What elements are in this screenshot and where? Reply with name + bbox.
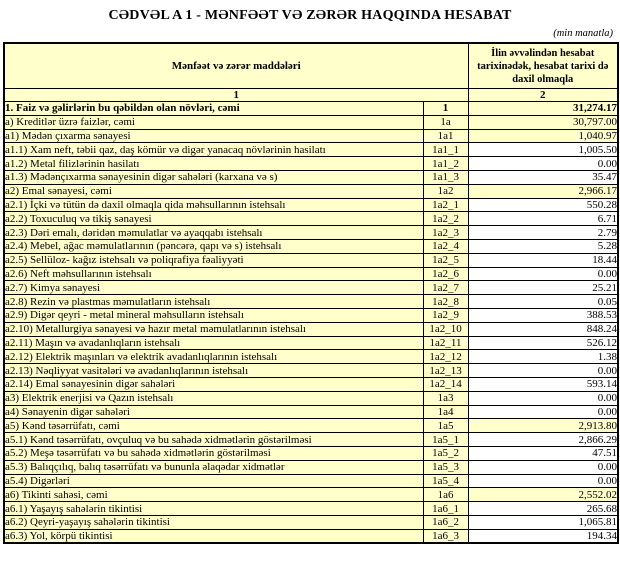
- row-label: a2.3) Dəri emalı, dəridən məmulatlar və ayaqqabı istehsalı: [4, 226, 423, 240]
- row-label: a2.1) İçki və tütün də daxil olmaqla qida məhsullarının istehsalı: [4, 198, 423, 212]
- table-row: [4, 115, 618, 129]
- table-row: [4, 515, 618, 529]
- row-label: a2.12) Elektrik maşınları və elektrik avadanlıqlarının istehsalı: [4, 350, 423, 364]
- row-value: 31,274.17: [468, 102, 618, 116]
- column-number-row: [4, 89, 618, 102]
- table-row: [4, 157, 618, 171]
- table-row: [4, 129, 618, 143]
- row-code: 1a1_1: [423, 143, 468, 157]
- row-code: 1a1_2: [423, 157, 468, 171]
- row-value: 0.00: [468, 364, 618, 378]
- table-row: [4, 308, 618, 322]
- row-code: 1a3: [423, 391, 468, 405]
- table-row: [4, 488, 618, 502]
- row-code: 1: [423, 102, 468, 116]
- row-value: 388.53: [468, 308, 618, 322]
- row-label: a5.1) Kənd təsərrüfatı, ovçuluq və bu sahədə xidmətlərin göstərilməsi: [4, 433, 423, 447]
- table-row: [4, 281, 618, 295]
- column-number-items: 1: [4, 89, 468, 102]
- table-row: [4, 377, 618, 391]
- row-value: 1,005.50: [468, 143, 618, 157]
- unit-note: (min manatla): [553, 28, 613, 39]
- table-row: [4, 253, 618, 267]
- row-code: 1a5_2: [423, 446, 468, 460]
- row-label: a5.2) Meşə təsərrüfatı və bu sahədə xidmətlərin göstərilməsi: [4, 446, 423, 460]
- row-value: 2,966.17: [468, 184, 618, 198]
- row-code: 1a1: [423, 129, 468, 143]
- table-row: [4, 170, 618, 184]
- row-label: a2.2) Toxuculuq və tikiş sənayesi: [4, 212, 423, 226]
- row-label: a2.13) Nəqliyyat vasitələri və avadanlıqlarının istehsalı: [4, 364, 423, 378]
- row-value: 0.00: [468, 460, 618, 474]
- row-code: 1a2: [423, 184, 468, 198]
- row-label: a2.6) Neft məhsullarının istehsalı: [4, 267, 423, 281]
- row-value: 526.12: [468, 336, 618, 350]
- row-code: 1a5_4: [423, 474, 468, 488]
- row-label: a6) Tikinti sahəsi, cəmi: [4, 488, 423, 502]
- row-label: a5.3) Balıqçılıq, balıq təsərrüfatı və bununla əlaqədar xidmətlər: [4, 460, 423, 474]
- row-value: 1,040.97: [468, 129, 618, 143]
- row-value: 1.38: [468, 350, 618, 364]
- row-code: 1a2_9: [423, 308, 468, 322]
- row-value: 0.00: [468, 405, 618, 419]
- row-value: 18.44: [468, 253, 618, 267]
- table-row: [4, 433, 618, 447]
- row-value: 593.14: [468, 377, 618, 391]
- row-code: 1a6_1: [423, 502, 468, 516]
- table-row: [4, 502, 618, 516]
- column-number-value: 2: [468, 89, 618, 102]
- row-label: a2.9) Digər qeyri - metal mineral məhsulların istehsalı: [4, 308, 423, 322]
- row-code: 1a2_8: [423, 295, 468, 309]
- page-title: CƏDVƏL A 1 - MƏNFƏƏT VƏ ZƏRƏR HAQQINDA HESABAT: [108, 8, 512, 23]
- row-label: a1.2) Metal filizlərinin hasilatı: [4, 157, 423, 171]
- row-code: 1a2_5: [423, 253, 468, 267]
- table-row: [4, 295, 618, 309]
- row-value: 35.47: [468, 170, 618, 184]
- row-value: 2.79: [468, 226, 618, 240]
- table-row: [4, 405, 618, 419]
- column-header-value: İlin əvvəlindən hesabat tarixinədək, hesabat tarixi də daxil olmaqla: [468, 43, 618, 89]
- row-label: a) Kreditlər üzrə faizlər, cəmi: [4, 115, 423, 129]
- table-row: [4, 391, 618, 405]
- row-label: a4) Sənayenin digər sahələri: [4, 405, 423, 419]
- report-table-body: [4, 43, 618, 543]
- table-row: [4, 350, 618, 364]
- row-label: a2.10) Metallurgiya sənayesi və hazır metal məmulatlarının istehsalı: [4, 322, 423, 336]
- row-code: 1a5_1: [423, 433, 468, 447]
- row-label: a1) Mədən çıxarma sənayesi: [4, 129, 423, 143]
- row-label: 1. Faiz və gəlirlərin bu qəbildən olan növləri, cəmi: [4, 102, 423, 116]
- row-code: 1a6_3: [423, 529, 468, 543]
- table-row: [4, 446, 618, 460]
- row-code: 1a2_6: [423, 267, 468, 281]
- row-label: a2.11) Maşın və avadanlıqların istehsalı: [4, 336, 423, 350]
- row-label: a6.2) Qeyri-yaşayış sahələrin tikintisi: [4, 515, 423, 529]
- table-row: [4, 419, 618, 433]
- table-row: [4, 102, 618, 116]
- row-label: a6.3) Yol, körpü tikintisi: [4, 529, 423, 543]
- row-value: 1,065.81: [468, 515, 618, 529]
- table-row: [4, 226, 618, 240]
- row-code: 1a2_11: [423, 336, 468, 350]
- row-value: 2,866.29: [468, 433, 618, 447]
- row-code: 1a: [423, 115, 468, 129]
- row-value: 30,797.00: [468, 115, 618, 129]
- column-header-items: Mənfəət və zərər maddələri: [4, 43, 468, 89]
- row-code: 1a2_4: [423, 239, 468, 253]
- row-value: 5.28: [468, 239, 618, 253]
- table-row: [4, 239, 618, 253]
- row-value: 0.00: [468, 474, 618, 488]
- row-label: a2) Emal sənayesi, cəmi: [4, 184, 423, 198]
- row-value: 47.51: [468, 446, 618, 460]
- table-row: [4, 143, 618, 157]
- row-code: 1a6_2: [423, 515, 468, 529]
- row-code: 1a4: [423, 405, 468, 419]
- row-label: a2.7) Kimya sənayesi: [4, 281, 423, 295]
- row-value: 25.21: [468, 281, 618, 295]
- row-label: a5.4) Digərləri: [4, 474, 423, 488]
- profit-loss-table: [3, 42, 619, 544]
- table-row: [4, 184, 618, 198]
- row-code: 1a6: [423, 488, 468, 502]
- row-label: a2.5) Sellüloz- kağız istehsalı və poliqrafiya fəaliyyəti: [4, 253, 423, 267]
- row-code: 1a2_7: [423, 281, 468, 295]
- row-code: 1a2_12: [423, 350, 468, 364]
- row-label: a2.4) Mebel, ağac məmulatlarının (pəncərə, qapı və s) istehsalı: [4, 239, 423, 253]
- table-row: [4, 364, 618, 378]
- row-label: a2.14) Emal sənayesinin digər sahələri: [4, 377, 423, 391]
- row-code: 1a2_13: [423, 364, 468, 378]
- row-value: 0.05: [468, 295, 618, 309]
- row-code: 1a2_2: [423, 212, 468, 226]
- row-value: 194.34: [468, 529, 618, 543]
- row-label: a2.8) Rezin və plastmas məmulatların istehsalı: [4, 295, 423, 309]
- table-row: [4, 460, 618, 474]
- row-code: 1a1_3: [423, 170, 468, 184]
- row-value: 2,913.80: [468, 419, 618, 433]
- row-code: 1a2_14: [423, 377, 468, 391]
- row-value: 0.00: [468, 157, 618, 171]
- row-label: a3) Elektrik enerjisi və Qazın istehsalı: [4, 391, 423, 405]
- row-value: 848.24: [468, 322, 618, 336]
- row-value: 265.68: [468, 502, 618, 516]
- row-label: a6.1) Yaşayış sahələrin tikintisi: [4, 502, 423, 516]
- row-code: 1a2_3: [423, 226, 468, 240]
- table-row: [4, 529, 618, 543]
- row-code: 1a2_10: [423, 322, 468, 336]
- row-code: 1a5_3: [423, 460, 468, 474]
- table-row: [4, 474, 618, 488]
- table-row: [4, 267, 618, 281]
- row-value: 6.71: [468, 212, 618, 226]
- row-value: 0.00: [468, 391, 618, 405]
- row-label: a1.1) Xam neft, təbii qaz, daş kömür və digər yanacaq növlərinin hasilatı: [4, 143, 423, 157]
- row-value: 2,552.02: [468, 488, 618, 502]
- table-row: [4, 198, 618, 212]
- table-row: [4, 212, 618, 226]
- row-code: 1a5: [423, 419, 468, 433]
- table-row: [4, 336, 618, 350]
- row-label: a5) Kənd təsərrüfatı, cəmi: [4, 419, 423, 433]
- row-label: a1.3) Mədənçıxarma sənayesinin digər sahələri (karxana və s): [4, 170, 423, 184]
- row-code: 1a2_1: [423, 198, 468, 212]
- row-value: 550.28: [468, 198, 618, 212]
- row-value: 0.00: [468, 267, 618, 281]
- table-header-row: [4, 43, 618, 89]
- table-row: [4, 322, 618, 336]
